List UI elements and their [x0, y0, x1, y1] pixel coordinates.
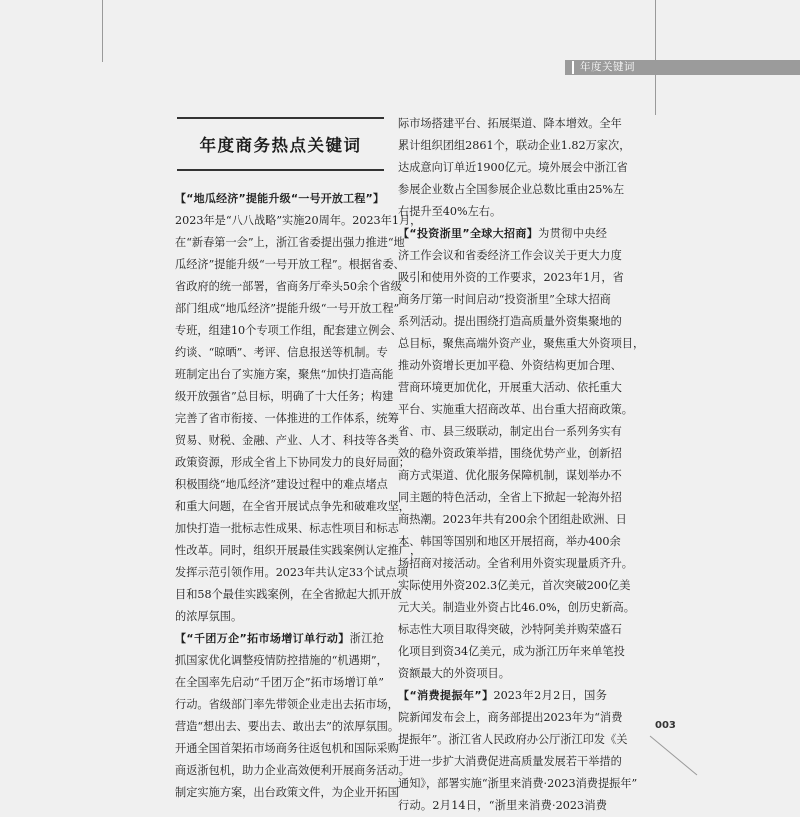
text-line: 完善了省市衔接、一体推进的工作体系，统筹: [175, 412, 399, 425]
text-line: 部门组成“地瓜经济”提能升级“一号开放工程”: [175, 302, 400, 315]
text-line: 右提升至40%左右。: [398, 205, 502, 218]
text-line: 于进一步扩大消费促进高质量发展若干举措的: [398, 755, 622, 768]
text-line: 标志性大项目取得突破，沙特阿美并购荣盛石: [398, 623, 622, 636]
page-number: 003: [655, 720, 676, 731]
text-column-left: [175, 188, 422, 804]
page-title: 年度商务热点关键词: [199, 136, 362, 155]
entry-text: 浙江抢: [349, 632, 384, 645]
text-line: 系列活动。提出围绕打造高质量外资集聚地的: [398, 315, 622, 328]
text-line: 开通全国首架拓市场商务往返包机和国际采购: [175, 742, 399, 755]
text-line: 营造“想出去、要出去、敢出去”的浓厚氛围。: [175, 720, 400, 733]
entry-text: 为贯彻中央经: [538, 227, 607, 240]
text-line: 班制定出台了实施方案，聚焦“加快打造高能: [175, 368, 394, 381]
text-line: 在全国率先启动“千团万企”拓市场增订单”: [175, 676, 384, 689]
text-line: 积极围绕“地瓜经济”建设过程中的难点堵点: [175, 478, 388, 491]
text-line: 在“新春第一会”上，浙江省委提出强力推进“地: [175, 236, 405, 249]
text-line: 济工作会议和省委经济工作会议关于更大力度: [398, 249, 622, 262]
decorative-rule-right: [655, 0, 656, 115]
text-line: 级开放强省”总目标，明确了十大任务；构建: [175, 390, 394, 403]
text-line: 加快打造一批标志性成果、标志性项目和标志: [175, 522, 399, 535]
text-line: 抓国家优化调整疫情防控措施的“机遇期”，: [175, 654, 388, 667]
entry-keyword: 【“投资浙里”全球大招商】: [398, 227, 539, 240]
text-line: 约谈、“晾晒”、考评、信息报送等机制。专: [175, 346, 388, 359]
entry-keyword: 【“千团万企”拓市场增订单行动】: [175, 632, 350, 645]
text-line: 总目标，聚焦高端外资产业，聚焦重大外资项目，: [398, 337, 645, 350]
text-line: 场招商对接活动。全省利用外资实现量质齐升。: [398, 557, 633, 570]
text-line: 专班，组建10个专项工作组，配套建立例会、: [175, 324, 402, 337]
text-line: 贸易、财税、金融、产业、人才、科技等各类: [175, 434, 399, 447]
text-line: 效的稳外资政策举措，围绕优势产业，创新招: [398, 447, 622, 460]
text-line: 吸引和使用外资的工作要求，2023年1月，省: [398, 271, 624, 284]
text-line: 商返浙包机，助力企业高效便利开展商务活动。: [175, 764, 410, 777]
text-line: 性改革。同时，组织开展最佳实践案例认定推广，: [175, 544, 422, 557]
text-line: 制定实施方案，出台政策文件，为企业开拓国: [175, 786, 399, 799]
text-line: 元大关。制造业外资占比46.0%，创历史新高。: [398, 601, 635, 614]
text-line: 省、市、县三级联动，制定出台一系列务实有: [398, 425, 622, 438]
text-line: [398, 685, 607, 707]
text-line: 发挥示范引领作用。2023年共认定33个试点项: [175, 566, 408, 579]
entry-keyword: 【“消费提振年”】: [398, 689, 494, 702]
text-line: 同主题的特色活动，全省上下掀起一轮海外招: [398, 491, 622, 504]
decorative-rule-left: [102, 0, 103, 62]
text-line: 资额最大的外资项目。: [398, 667, 510, 680]
text-line: 目和58个最佳实践案例，在全省掀起大抓开放: [175, 588, 402, 601]
section-label: 年度关键词: [580, 61, 635, 73]
text-column-right: [398, 113, 645, 817]
text-line: 本、韩国等国别和地区开展招商，举办400余: [398, 535, 621, 548]
text-line: 推动外资增长更加平稳、外资结构更加合理、: [398, 359, 622, 372]
entry-text: 2023年2月2日，国务: [493, 689, 607, 702]
text-line: 商务厅第一时间启动“投资浙里”全球大招商: [398, 293, 611, 306]
text-line: 2023年是“八八战略”实施20周年。2023年1月，: [175, 214, 422, 227]
text-line: [398, 223, 607, 245]
text-line: 化项目到资34亿美元，成为浙江历年来单笔投: [398, 645, 625, 658]
text-line: 实际使用外资202.3亿美元，首次突破200亿美: [398, 579, 631, 592]
text-line: 平台、实施重大招商改革、出台重大招商政策。: [398, 403, 633, 416]
text-line: 参展企业数占全国参展企业总数比重由25%左: [398, 183, 625, 196]
text-line: 政策资源，形成全省上下协同发力的良好局面；: [175, 456, 410, 469]
text-line: 营商环境更加优化，开展重大活动、依托重大: [398, 381, 622, 394]
text-line: 行动。省级部门率先带领企业走出去拓市场，: [175, 698, 399, 711]
text-line: 行动。2月14日，“浙里来消费·2023消费: [398, 799, 607, 812]
header-marker: [572, 61, 574, 74]
text-line: 提振年”。浙江省人民政府办公厅浙江印发《关: [398, 733, 628, 746]
title-box: [177, 117, 384, 171]
text-line: 院新闻发布会上，商务部提出2023年为“消费: [398, 711, 623, 724]
text-line: 和重大问题，在全省开展试点争先和破难攻坚，: [175, 500, 410, 513]
text-line: 际市场搭建平台、拓展渠道、降本增效。全年: [398, 117, 622, 130]
text-line: 商热潮。2023年共有200余个团组赴欧洲、日: [398, 513, 627, 526]
entry-heading: 【“地瓜经济”提能升级“一号开放工程”】: [175, 192, 384, 205]
text-line: 达成意向订单近1900亿元。境外展会中浙江省: [398, 161, 628, 174]
text-line: 瓜经济”提能升级“一号开放工程”。根据省委、: [175, 258, 405, 271]
text-line: 的浓厚氛围。: [175, 610, 243, 623]
text-line: 商方式渠道、优化服务保障机制，谋划举办不: [398, 469, 622, 482]
text-line: 累计组织团组2861个，联动企业1.82万家次，: [398, 139, 631, 152]
text-line: [175, 628, 384, 650]
text-line: 省政府的统一部署，省商务厅牵头50余个省级: [175, 280, 402, 293]
text-line: 通知》，部署实施“浙里来消费·2023消费提振年”: [398, 777, 638, 790]
